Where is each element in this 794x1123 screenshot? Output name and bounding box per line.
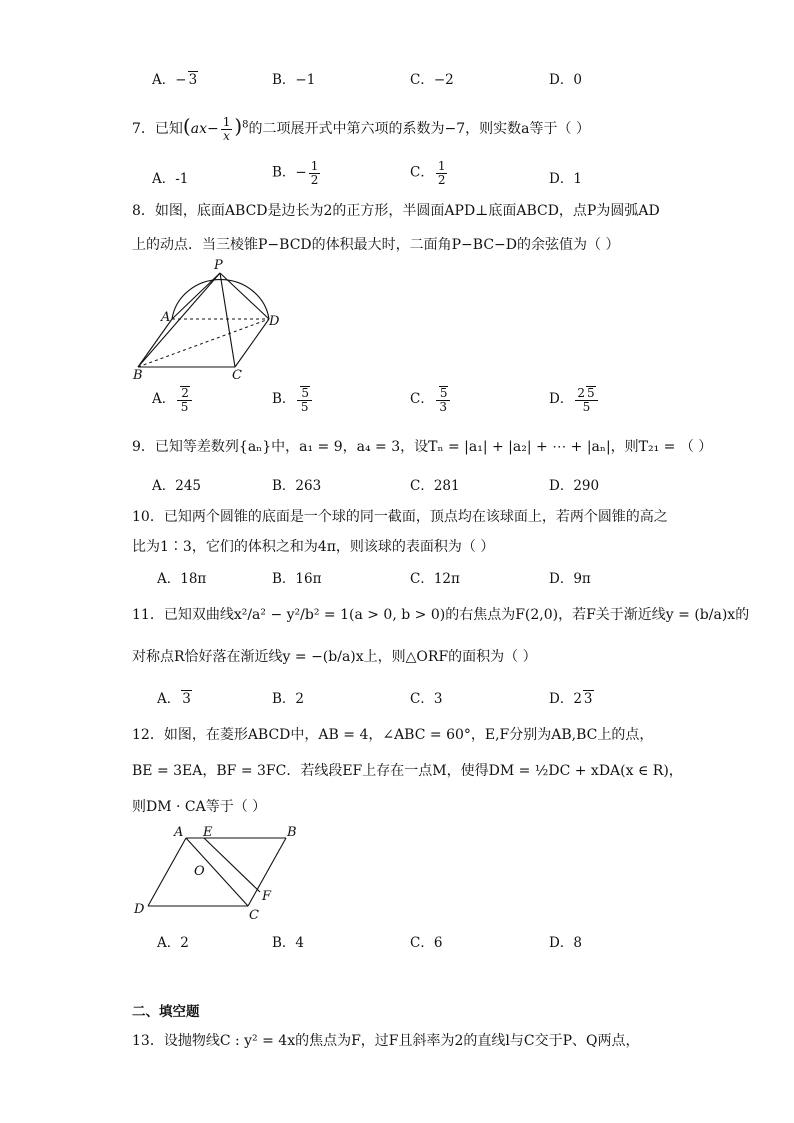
q12-stem-line2: BE = 3EA，BF = 3FC．若线段EF上存在一点M，使得DM = ½DC + xDA(x ∈ R)， bbox=[132, 763, 683, 779]
q11-option-a: A． 3 bbox=[157, 691, 191, 707]
q10-option-b: B．16π bbox=[272, 571, 322, 587]
q9-option-b: B．263 bbox=[272, 478, 322, 494]
q12-rhombus-figure bbox=[130, 822, 310, 920]
q11-stem-line1: 11．已知双曲线x²/a² − y²/b² = 1(a > 0, b > 0)的右焦点为F(2,0)，若F关于渐近线y = (b/a)x的 bbox=[132, 607, 750, 623]
q10-option-d: D．9π bbox=[549, 571, 591, 587]
label-b: B bbox=[287, 825, 297, 840]
q8-option-a: A． $\frac{2}{5}$ bbox=[152, 386, 194, 413]
section-title-fill-in: 二、填空题 bbox=[132, 1004, 200, 1020]
label-d: D bbox=[269, 314, 280, 329]
q13-stem: 13．设抛物线C : y² = 4x的焦点为F，过F且斜率为2的直线l与C交于P、Q两点， bbox=[132, 1033, 640, 1049]
label-o: O bbox=[194, 864, 205, 879]
label-b: B bbox=[133, 368, 143, 383]
q9-stem: 9．已知等差数列{aₙ}中，a₁ = 9，a₄ = 3，设Tₙ = |a₁| + |a₂| + ⋯ + |aₙ|，则T₂₁ = （ ） bbox=[132, 439, 713, 455]
q12-option-d: D．8 bbox=[549, 935, 582, 951]
label-f: F bbox=[262, 889, 272, 904]
label-c: C bbox=[249, 908, 259, 920]
q7-option-b: B．− $\frac{1}{2}$ bbox=[272, 159, 319, 187]
q7-option-d: D．1 bbox=[549, 171, 582, 187]
q7-option-c: C． $\frac{1}{2}$ bbox=[410, 159, 446, 187]
label-e: E bbox=[203, 825, 213, 840]
q10-stem-line1: 10．已知两个圆锥的底面是一个球的同一截面，顶点均在该球面上，若两个圆锥的高之 bbox=[132, 509, 668, 525]
q6-option-c: C．−2 bbox=[410, 72, 454, 88]
q9-option-c: C．281 bbox=[410, 478, 460, 494]
q8-option-c: C． $\frac{5}{3}$ bbox=[410, 386, 452, 413]
q6-option-a: A．− 3 bbox=[152, 72, 198, 88]
q8-option-d: D． $\frac{2 5}{5}$ bbox=[549, 386, 600, 413]
q12-stem-line1: 12．如图，在菱形ABCD中，AB = 4，∠ABC = 60°，E,F分别为AB,BC上的点， bbox=[132, 727, 654, 743]
q12-option-a: A．2 bbox=[157, 935, 189, 951]
q8-pyramid-figure bbox=[130, 255, 290, 385]
q9-option-d: D．290 bbox=[549, 478, 600, 494]
q7-option-a: A．-1 bbox=[152, 171, 189, 187]
q12-option-c: C．6 bbox=[410, 935, 443, 951]
label-c: C bbox=[232, 368, 242, 383]
q12-stem-line3: 则DM · CA等于（ ） bbox=[132, 799, 267, 815]
q11-option-d: D．2 3 bbox=[549, 691, 593, 707]
label-p: P bbox=[214, 258, 223, 273]
q10-stem-line2: 比为1∶3，它们的体积之和为4π，则该球的表面积为（ ） bbox=[132, 539, 495, 555]
q11-option-c: C．3 bbox=[410, 691, 443, 707]
label-a: A bbox=[174, 825, 184, 840]
q7-stem: 7．已知(ax− $\frac{1}{x}$ )$^8$的二项展开式中第六项的系数为−7，则实数a等于（ ） bbox=[132, 114, 590, 143]
q10-option-a: A．18π bbox=[157, 571, 207, 587]
label-d: D bbox=[134, 902, 145, 917]
label-a: A bbox=[161, 310, 171, 325]
q11-stem-line2: 对称点R恰好落在渐近线y = −(b/a)x上，则△ORF的面积为（ ） bbox=[132, 649, 537, 665]
q6-option-b: B．−1 bbox=[272, 72, 316, 88]
q12-option-b: B．4 bbox=[272, 935, 305, 951]
q8-stem-line1: 8．如图，底面ABCD是边长为2的正方形，半圆面APD⊥底面ABCD，点P为圆弧AD bbox=[132, 203, 660, 219]
q11-option-b: B．2 bbox=[272, 691, 305, 707]
q8-option-b: B． $\frac{5}{5}$ bbox=[272, 386, 314, 413]
q8-stem-line2: 上的动点．当三棱锥P−BCD的体积最大时，二面角P−BC−D的余弦值为（ ） bbox=[132, 237, 620, 253]
q10-option-c: C．12π bbox=[410, 571, 460, 587]
q6-option-d: D．0 bbox=[549, 72, 582, 88]
q9-option-a: A．245 bbox=[152, 478, 202, 494]
